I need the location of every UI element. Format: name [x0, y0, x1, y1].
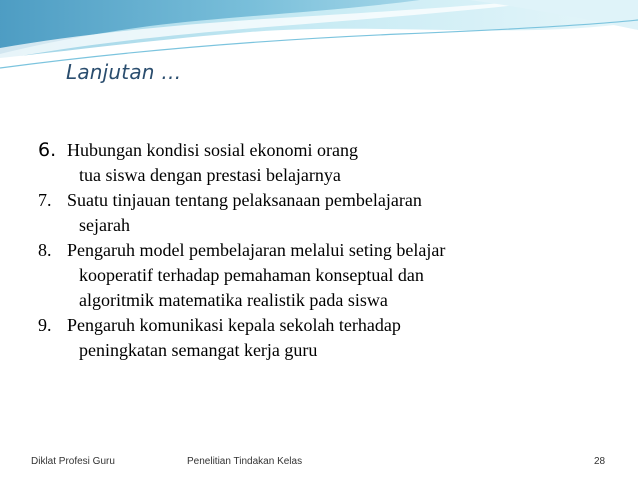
- slide-title: Lanjutan …: [66, 60, 182, 84]
- list-number: 9.: [38, 315, 52, 335]
- list-text-line: Pengaruh komunikasi kepala sekolah terhadap: [67, 315, 401, 335]
- footer-left-text: Diklat Profesi Guru: [31, 456, 115, 467]
- list-text-line: tua siswa dengan prestasi belajarnya: [79, 165, 341, 185]
- page-number: 28: [594, 456, 606, 467]
- list-item-7: [38, 188, 618, 238]
- list-text-line: algoritmik matematika realistik pada siswa: [79, 290, 388, 310]
- list-text-line: peningkatan semangat kerja guru: [79, 340, 318, 360]
- list-number: 8.: [38, 240, 52, 260]
- list-item-9: [38, 313, 618, 363]
- list-text-line: sejarah: [79, 215, 130, 235]
- list-text-line: Pengaruh model pembelajaran melalui seting belajar: [67, 240, 446, 260]
- numbered-list: [38, 138, 618, 363]
- list-text-line: kooperatif terhadap pemahaman konseptual dan: [79, 265, 424, 285]
- list-number: 6.: [38, 139, 57, 161]
- list-item-8: [38, 238, 618, 313]
- list-text-line: Hubungan kondisi sosial ekonomi orang: [67, 140, 358, 160]
- list-text-line: Suatu tinjauan tentang pelaksanaan pembelajaran: [67, 190, 422, 210]
- footer-center-text: Penelitian Tindakan Kelas: [187, 456, 303, 467]
- list-number: 7.: [38, 190, 52, 210]
- list-item-6: [38, 138, 618, 188]
